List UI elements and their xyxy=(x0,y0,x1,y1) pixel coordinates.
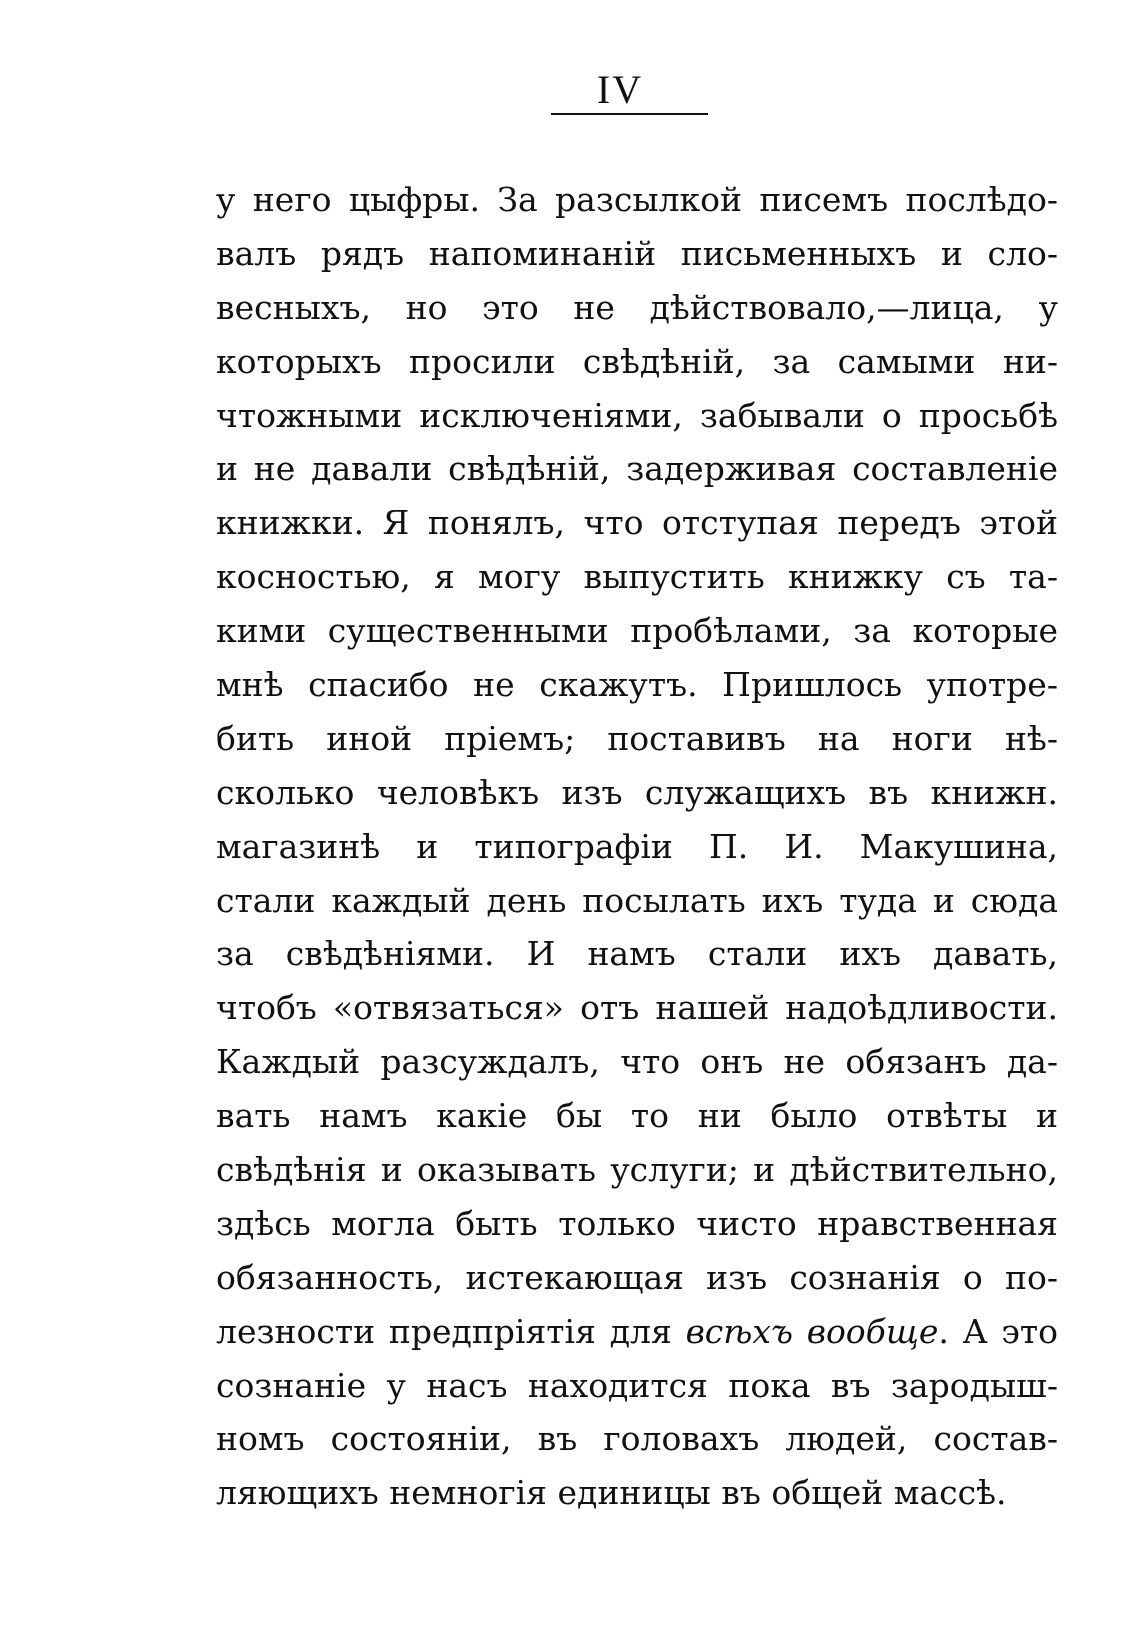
text-span: . А это xyxy=(938,1311,1058,1351)
text-line: номъ состояніи, въ головахъ людей, состав- xyxy=(216,1419,1058,1459)
text-line: косностью, я могу выпустить книжку съ та- xyxy=(216,557,1058,597)
body-text xyxy=(216,173,1058,1520)
text-line: стали каждый день посылать ихъ туда и сюда xyxy=(216,880,1058,920)
text-line: сознаніе у насъ находится пока въ зародыш- xyxy=(216,1365,1058,1405)
text-line: чтобъ «отвязаться» отъ нашей надоѣдливости. xyxy=(216,988,1058,1028)
text-line: обязанность, истекающая изъ сознанія о по- xyxy=(216,1257,1058,1297)
header-rule xyxy=(551,113,708,115)
text-line: свѣдѣнія и оказывать услуги; и дѣйствительно, xyxy=(216,1150,1058,1190)
emphasized-text: всѣхъ вообще xyxy=(685,1311,939,1351)
text-line: за свѣдѣніями. И намъ стали ихъ давать, xyxy=(216,934,1058,974)
text-line: мнѣ спасибо не скажутъ. Пришлось употре- xyxy=(216,665,1058,705)
page-number: IV xyxy=(596,67,644,112)
text-line: которыхъ просили свѣдѣній, за самыми ни- xyxy=(216,341,1058,381)
text-line: книжки. Я понялъ, что отступая передъ этой xyxy=(216,503,1058,543)
text-line: здѣсь могла быть только чисто нравственная xyxy=(216,1203,1058,1243)
text-line: бить иной пріемъ; поставивъ на ноги нѣ- xyxy=(216,718,1058,758)
text-line: кими существенными пробѣлами, за которые xyxy=(216,611,1058,651)
text-line: ляющихъ немногія единицы въ общей массѣ. xyxy=(216,1473,1007,1513)
text-line: валъ рядъ напоминаній письменныхъ и сло- xyxy=(216,233,1058,273)
text-line: вать намъ какіе бы то ни было отвѣты и xyxy=(216,1096,1058,1136)
text-line: у него цыфры. За разсылкой писемъ послѣдо- xyxy=(216,180,1058,219)
text-line: сколько человѣкъ изъ служащихъ въ книжн. xyxy=(216,772,1058,812)
text-line: и не давали свѣдѣній, задерживая составленіе xyxy=(216,449,1058,489)
text-span: лезности предпріятія для xyxy=(216,1311,686,1351)
text-line: магазинѣ и типографіи П. И. Макушина, xyxy=(216,826,1058,866)
text-line: весныхъ, но это не дѣйствовало,—лица, у xyxy=(216,287,1058,327)
text-line xyxy=(216,1305,1058,1359)
text-line: Каждый разсуждалъ, что онъ не обязанъ да- xyxy=(216,1042,1058,1082)
text-line: чтожными исключеніями, забывали о просьбѣ xyxy=(216,395,1058,435)
